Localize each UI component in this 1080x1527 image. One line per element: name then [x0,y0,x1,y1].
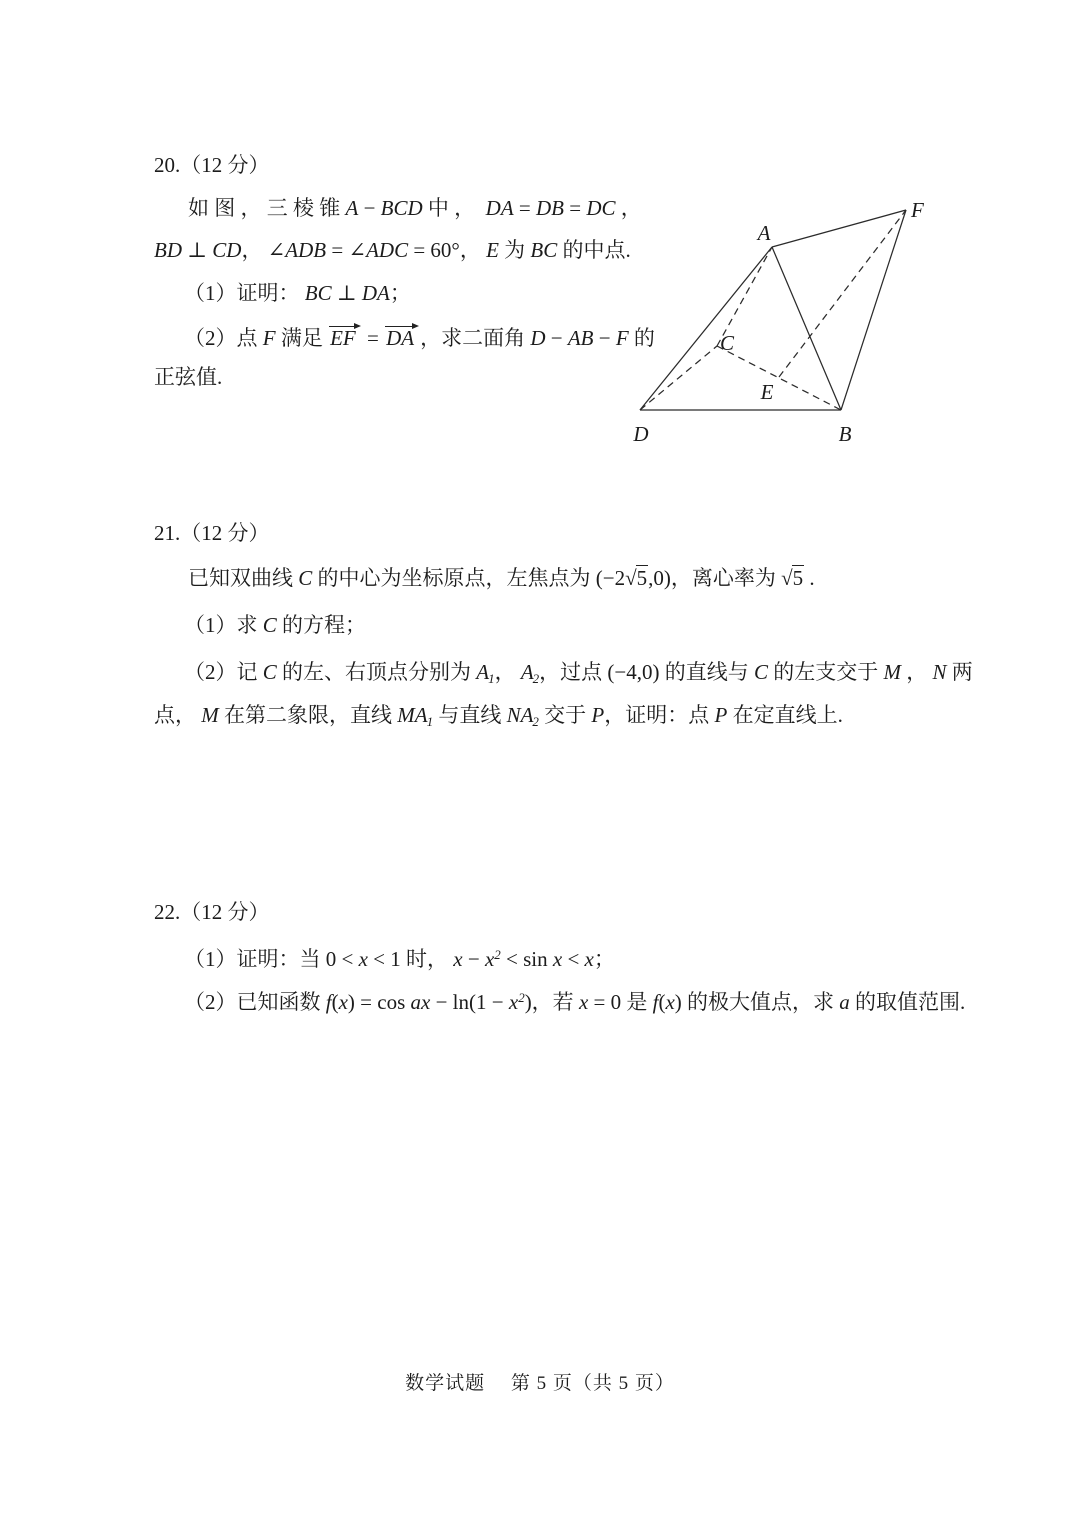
text-segment: ，求二面角 [420,326,531,350]
text-segment: ) 的极大值点，求 [674,990,840,1014]
text-segment: . [804,566,815,590]
text-segment: C [262,613,277,637]
text-segment: − [358,196,381,220]
text-segment: a [839,990,850,1014]
text-segment: 的方程； [276,613,367,637]
text-segment: ) = cos [347,990,411,1014]
text-segment: ADC [366,238,409,262]
text-segment: x [584,947,594,971]
text-segment: 中 ， [422,196,486,220]
question-20-stem-line-2 [154,235,631,265]
text-segment: ( [658,990,666,1014]
question-20-part-2 [184,323,655,353]
question-20-stem-line-1 [188,193,642,223]
text-segment: √ [781,566,793,590]
vertex-label-C: C [719,331,735,355]
text-segment: = 60°， [408,238,487,262]
text-segment: ADB [285,238,327,262]
text-segment: 正弦值. [154,365,223,389]
tetrahedron-figure [590,190,960,470]
text-segment: BC [304,281,332,305]
text-segment: < 1 时， [367,947,454,971]
text-segment: （1）证明： [184,281,305,305]
text-segment: N [932,660,947,684]
vertex-label-B: B [838,422,852,446]
text-segment: A [520,660,534,684]
text-segment: BD [154,238,182,262]
text-segment: − [593,326,616,350]
text-segment: ⊥ [182,238,213,262]
text-segment: ， [901,660,933,684]
vertex-label-D: D [633,422,649,446]
text-segment: < sin [500,947,553,971]
text-segment: M [201,703,219,727]
text-segment: 如 图 ， 三 棱 锥 [188,196,346,220]
text-segment: 20.（12 分） [154,153,270,177]
text-segment: x [338,990,348,1014]
text-segment: DA [386,326,415,350]
text-segment: = [513,196,537,220]
text-segment: − [462,947,485,971]
text-segment: 22.（12 分） [154,900,270,924]
text-segment: − [545,326,568,350]
question-21-part-2-cont [154,700,843,737]
text-segment: x [578,990,589,1014]
text-segment: 2 [532,714,539,729]
text-segment: x [453,947,463,971]
text-segment: DB [536,196,565,220]
text-segment: 交于 [538,703,592,727]
text-segment: F [262,326,276,350]
text-segment: 两 [946,660,973,684]
text-segment: 1 [426,714,434,729]
text-segment: （2）记 [184,660,263,684]
text-segment: 5 [636,566,648,590]
text-segment: x [358,947,368,971]
question-21-stem [188,563,815,593]
vertex-label-E: E [760,380,774,404]
text-segment: 满足 [275,326,329,350]
text-segment: ,0)，离心率为 [648,566,782,590]
text-segment: ； [389,281,411,305]
edge-AF [772,210,906,247]
text-segment: BC [530,238,558,262]
text-segment: （2）已知函数 [184,990,326,1014]
question-22-part-2 [184,983,965,1017]
text-segment: 点， [154,703,202,727]
question-21-heading [154,518,270,548]
text-segment: ， [615,196,642,220]
text-segment: M [883,660,902,684]
text-segment: − ln(1 − [430,990,509,1014]
text-segment: BCD [380,196,423,220]
edge-DC-dashed [640,346,717,410]
text-segment: C [262,660,277,684]
text-segment: x [484,947,495,971]
text-segment: f [325,990,332,1014]
text-segment: C [298,566,313,590]
text-segment: x [508,990,519,1014]
text-segment: ，过点 (−4,0) 的直线与 [539,660,755,684]
text-segment: 的 [628,326,655,350]
text-segment: ⊥ [331,281,362,305]
text-segment: 在第二象限，直线 [218,703,398,727]
edge-BF [841,210,906,410]
text-segment: NA [506,703,534,727]
text-segment: C [754,660,769,684]
text-segment: 2 [532,671,540,686]
text-segment: 的中心为坐标原点，左焦点为 (−2 [312,566,626,590]
text-segment: 与直线 [433,703,507,727]
text-segment: DA [485,196,514,220]
text-segment: x [665,990,675,1014]
text-segment: 已知双曲线 [188,566,299,590]
text-segment: ； [593,947,615,971]
text-segment: ， [494,660,521,684]
text-segment: = ∠ [326,238,367,262]
text-segment: F [615,326,629,350]
vertex-label-A: A [757,221,771,245]
question-22-part-1 [184,940,615,974]
text-segment: （1）求 [184,613,263,637]
question-21-part-1 [184,610,366,640]
text-segment: AB [567,326,594,350]
text-segment: = [361,326,385,350]
text-segment: （2）点 [184,326,263,350]
text-segment: 在定直线上. [727,703,843,727]
question-20-heading [154,150,270,180]
edge-EF-dashed [779,210,906,377]
question-21-part-2 [184,657,973,694]
text-segment: 的左支交于 [768,660,884,684]
question-20-part-1 [184,278,411,308]
text-segment: MA [397,703,428,727]
text-segment: P [591,703,605,727]
text-segment: DA [361,281,390,305]
text-segment: 2 [494,947,501,962]
text-segment: D [530,326,546,350]
text-segment: f [652,990,659,1014]
text-segment: x [552,947,563,971]
text-segment: ( [331,990,339,1014]
text-segment: = 0 是 [588,990,653,1014]
text-segment: )，若 [524,990,579,1014]
text-segment: 1 [488,671,495,686]
text-segment: < [562,947,585,971]
text-segment: √ [625,566,637,590]
text-segment: 为 [498,238,531,262]
text-segment: 的中点. [557,238,631,262]
question-20-part-2-cont [154,362,222,392]
text-segment: 2 [518,990,525,1005]
text-segment: = [564,196,587,220]
text-segment: CD [212,238,242,262]
question-22-heading [154,897,270,927]
edge-CB-dashed [717,346,841,410]
text-segment: A [345,196,359,220]
text-segment: P [714,703,728,727]
text-segment: DC [586,196,616,220]
text-segment: 的取值范围. [849,990,966,1014]
text-segment: 5 [792,566,804,590]
text-segment: E [486,238,499,262]
vertex-label-F: F [911,198,924,222]
edge-DA [640,247,772,410]
text-segment: 21.（12 分） [154,521,270,545]
text-segment: ，证明：点 [604,703,715,727]
text-segment: （1）证明：当 0 < [184,947,359,971]
page-footer: 数学试题 第 5 页（共 5 页） [405,1373,675,1394]
text-segment: A [476,660,490,684]
text-segment: ax [410,990,431,1014]
text-segment: ， ∠ [241,238,286,262]
text-segment: 的左、右顶点分别为 [276,660,477,684]
edge-AB [772,247,841,410]
text-segment: EF [330,326,356,350]
